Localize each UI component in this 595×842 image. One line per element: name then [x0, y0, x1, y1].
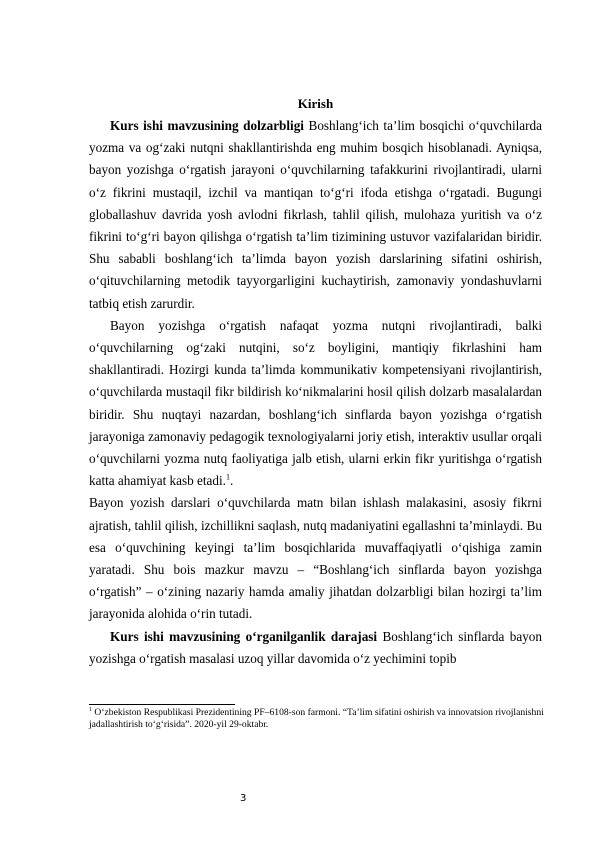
- paragraph-lessons: [89, 492, 542, 625]
- footnote-text: O‘zbekiston Respublikasi Prezidentining PF–6108-son farmoni. “Ta’lim sifatini oshirish va innovatsion rivojlanishni jadallashtirish to‘g‘risida”. 2020-yil 29-oktabr.: [89, 707, 544, 730]
- paragraph-relevance: [89, 115, 542, 315]
- footnote: [89, 707, 544, 731]
- paragraph-tail: .: [229, 473, 234, 489]
- paragraph-text: Bayon yozishga o‘rgatish nafaqat yozma nutqni rivojlantiradi, balki o‘quvchilarning og‘zaki nutqini, so‘z boyligini, mantiqiy fikrlashini ham shakllantiradi. Hozirgi kunda ta’limda kommunikativ kompetensiyani rivojlantirish, o‘quvchilarda mustaqil fikr bildirish ko‘nikmalarini hosil qilish dolzarb masalalardan biridir. Shu nuqtayi nazardan, boshlang‘ich sinflarda bayon yozishga o‘rgatish jarayoniga zamonaviy pedagogik texnologiyalarni joriy etish, interaktiv usullar orqali o‘quvchilarni yozma nutq faoliyatiga jalb etish, ularni erkin fikr yuritishga o‘rgatish katta ahamiyat kasb etadi.: [89, 317, 542, 489]
- paragraph-lead: Kurs ishi mavzusining dolzarbligi: [110, 118, 304, 133]
- paragraph-teaching: [89, 315, 542, 493]
- paragraph-study-level: [89, 626, 542, 670]
- page-number: 3: [240, 793, 247, 804]
- paragraph-text: Boshlang‘ich sinflarda bayon yozishga o‘rgatish masalasi uzoq yillar davomida o‘z yechimini topib: [89, 628, 542, 666]
- footnote-divider: [89, 704, 235, 705]
- footnote-mark: 1: [89, 706, 92, 713]
- footnote-reference[interactable]: 1: [225, 472, 230, 482]
- paragraph-lead: Kurs ishi mavzusining o‘rganilganlik darajasi: [110, 628, 378, 644]
- body-text: [89, 115, 542, 670]
- paragraph-text: Bayon yozish darslari o‘quvchilarda matn bilan ishlash malakasini, asosiy fikrni ajratish, tahlil qilish, izchillikni saqlash, nutq madaniyatini egallashni ta’minlaydi. Bu esa o‘quvchining keyingi ta’lim bosqichlarida muvaffaqiyatli o‘qishiga zamin yaratadi. Shu bois mazkur mavzu – “Boshlang‘ich sinflarda bayon yozishga o‘rgatish” – o‘zining nazariy hamda amaliy jihatdan dolzarbligi bilan hozirgi ta’lim jarayonida alohida o‘rin tutadi.: [89, 495, 542, 622]
- section-heading: Kirish: [297, 96, 334, 111]
- paragraph-text: Boshlang‘ich ta’lim bosqichi o‘quvchilarda yozma va og‘zaki nutqni shakllantirishda eng muhim bosqich hisoblanadi. Ayniqsa, bayon yozishga o‘rgatish jarayoni o‘quvchilarning tafakkurini rivojlantiradi, ularni o‘z fikrini mustaqil, izchil va mantiqan to‘g‘ri ifoda etishga o‘rgatadi. Bugungi globallashuv davrida yosh avlodni fikrlash, tahlil qilish, mulohaza yuritish va o‘z fikrini to‘g‘ri bayon qilishga o‘rgatish ta’lim tizimining ustuvor vazifalaridan biridir. Shu sababli boshlang‘ich ta’limda bayon yozish darslarining sifatini oshirish, o‘qituvchilarning metodik tayyorgarligini kuchaytirish, zamonaviy yondashuvlarni tatbiq etish zarurdir.: [89, 118, 542, 311]
